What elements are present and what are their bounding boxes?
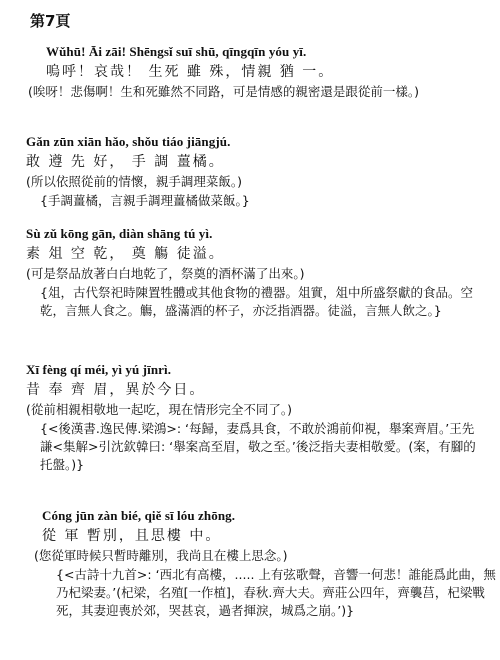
translation-text: (所以依照從前的情懷，親手調理菜飯。) bbox=[26, 174, 243, 189]
page-number-label: 第7頁 bbox=[30, 12, 71, 30]
chinese-verse-line: 昔 奉 齊 眉，異於今日。 bbox=[26, 382, 206, 398]
translation-text: (您從軍時候只暫時離別，我尚且在樓上思念。) bbox=[34, 548, 288, 563]
annotation-note: {俎，古代祭祀時陳置牲體或其他食物的禮器。俎實，俎中所盛祭獻的食品。空乾，言無人食之。觴，盛滿酒的杯子，亦泛指酒器。徒溢，言無人飲之。} bbox=[40, 285, 473, 318]
annotation-note: {手調薑橘，言親手調理薑橘做菜飯。} bbox=[40, 193, 250, 208]
pinyin-line: Wǔhū! Āi zāi! Shēngsǐ suī shū, qīngqīn yóu yī. bbox=[46, 44, 307, 59]
verse-entry bbox=[26, 362, 486, 474]
verse-entry bbox=[26, 134, 486, 210]
annotation-note: {<後漢書.逸民傳.梁鴻>: ‘每歸，妻爲具食，不敢於鴻前仰視，舉案齊眉。’王先謙<集解>引沈欽韓曰: ‘舉案高至眉，敬之至。’後泛指夫妻相敬愛。(案，有腳的托盤。)} bbox=[40, 421, 476, 472]
pinyin-line: Sù zǔ kōng gān, diàn shāng tú yì. bbox=[26, 226, 213, 241]
annotation-note: {<古詩十九首>: ‘西北有高樓，..... 上有弦歌聲，音響一何悲！誰能爲此曲，無乃杞梁妻。’(杞梁，名殖[一作植]，春秋.齊大夫。齊莊公四年，齊襲莒，杞梁戰死，其妻迎喪於郊，哭甚哀，過者揮淚，城爲之崩。’)} bbox=[56, 567, 496, 618]
verse-entry bbox=[28, 508, 500, 620]
verse-entry bbox=[28, 44, 500, 101]
translation-text: (唉呀！悲傷啊！生和死雖然不同路，可是情感的親密還是跟從前一樣。) bbox=[28, 84, 420, 99]
pinyin-line: Xī fèng qí méi, yì yú jīnrì. bbox=[26, 362, 172, 377]
chinese-verse-line: 從 軍 暫別，且思樓 中。 bbox=[42, 528, 222, 544]
chinese-verse-line: 素 俎 空 乾， 奠 觴 徒溢。 bbox=[26, 246, 225, 262]
verse-entry bbox=[26, 226, 486, 320]
pinyin-line: Gǎn zūn xiān hǎo, shǒu tiáo jiāngjú. bbox=[26, 134, 231, 149]
chinese-verse-line: 嗚呼！哀哉！ 生死 雖 殊，情親 猶 一。 bbox=[46, 64, 335, 80]
pinyin-line: Cóng jūn zàn bié, qiě sī lóu zhōng. bbox=[42, 508, 236, 523]
translation-text: (從前相親相敬地一起吃，現在情形完全不同了。) bbox=[26, 402, 293, 417]
translation-text: (可是祭品放著白白地乾了，祭奠的酒杯滿了出來。) bbox=[26, 266, 305, 281]
chinese-verse-line: 敢 遵 先 好， 手 調 薑橘。 bbox=[26, 154, 225, 170]
